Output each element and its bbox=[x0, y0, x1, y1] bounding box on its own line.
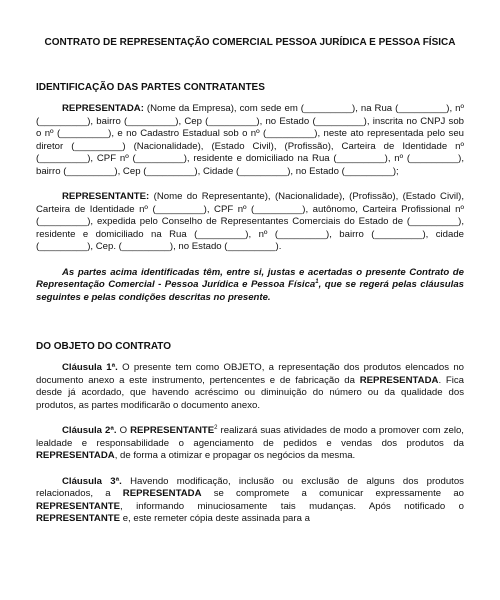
footnote-marker-1: 1 bbox=[315, 278, 319, 285]
clause-3-bold-1: REPRESENTADA bbox=[122, 488, 202, 499]
closing-text-2: , que se regerá pelas cláusulas seguintes e pelas condições descritas no presente. bbox=[36, 279, 464, 303]
clause-3-text-2: se compromete a comunicar expressamente ao bbox=[201, 488, 464, 499]
clause-3-bold-2: REPRESENTANTE bbox=[36, 500, 121, 512]
paragraph-closing bbox=[36, 267, 464, 305]
clause-3-text-3: , informando minuciosamente tais mudanças. Após notificado o bbox=[120, 500, 464, 512]
closing-text-1: As partes acima identificadas têm, entre si, justas e acertadas o presente Contrato de Representação Comercial - Pessoa Jurídica e Pessoa Física bbox=[36, 266, 464, 290]
clause-2 bbox=[36, 425, 464, 463]
representative-label: REPRESENTANTE: bbox=[62, 191, 150, 202]
clause-2-text-3: , de forma a otimizar e propagar os negócios da mesma. bbox=[114, 450, 356, 461]
clause-2-bold-1: REPRESENTANTE bbox=[130, 425, 215, 436]
clause-1-text-1: O presente tem como OBJETO, a representação dos produtos elencados no documento anexo a este instrumento, pertencentes e de fabricação da bbox=[36, 362, 464, 386]
clause-2-text-2: realizará suas atividades de modo a promover com zelo, lealdade e responsabilidade o agenciamento de pedidos e vendas dos produtos da bbox=[36, 425, 464, 449]
representative-text: (Nome do Representante), (Nacionalidade), (Profissão), (Estado Civil), Carteira de Identidade nº (_________), CPF nº (_________), autônomo, Carteira Profissional nº (_________), expedida pelo Conselho de Representantes Comerciais do Estado de (_________), residente e domiciliado na Rua (_________), nº (_________), bairro (_________), cidade (_________), Cep. (_________), no Estado (_________). bbox=[36, 191, 464, 252]
paragraph-represented bbox=[36, 103, 464, 178]
paragraph-representative bbox=[36, 191, 464, 254]
clause-3 bbox=[36, 476, 464, 526]
clause-2-bold-2: REPRESENTADA bbox=[36, 450, 115, 461]
clause-3-text-4: e, este remeter cópia deste assinada para a bbox=[120, 513, 310, 524]
represented-text: (Nome da Empresa), com sede em (_________), na Rua (_________), nº (_________), bairro (_________), Cep (_________), no Estado (_________), inscrita no CNPJ sob o nº (_________), e no Cadastro Estadual sob o nº (_________), neste ato representada pelo seu diretor (_________) (Nacionalidade), (Estado Civil), (Profissão), Carteira de Identidade nº (_________), CPF nº (_________), residente e domiciliado na Rua (_________), nº (_________), bairro (_________), Cep (_________), Cidade (_________), no Estado (_________); bbox=[36, 103, 464, 177]
clause-3-label: Cláusula 3ª. bbox=[62, 475, 122, 487]
clause-1-label: Cláusula 1ª. bbox=[62, 362, 118, 373]
section-heading-parties: IDENTIFICAÇÃO DAS PARTES CONTRATANTES bbox=[36, 82, 265, 93]
clause-1 bbox=[36, 362, 464, 412]
footnote-marker-2: 2 bbox=[214, 424, 218, 431]
clause-2-text-1: O bbox=[116, 425, 131, 436]
clause-1-bold-1: REPRESENTADA bbox=[359, 374, 439, 386]
represented-label: REPRESENTADA: bbox=[62, 103, 144, 114]
document-title: CONTRATO DE REPRESENTAÇÃO COMERCIAL PESSOA JURÍDICA E PESSOA FÍSICA bbox=[44, 37, 456, 48]
clause-3-bold-3: REPRESENTANTE bbox=[36, 513, 121, 524]
clause-1-text-2: . Fica desde já acordado, que havendo acréscimo ou diminuição do número ou da qualidade dos produtos, as partes modificarão o documento anexo. bbox=[36, 374, 464, 411]
clause-2-label: Cláusula 2ª. bbox=[62, 425, 117, 436]
clause-3-text-1: Havendo modificação, inclusão ou exclusão de alguns dos produtos relacionados, a bbox=[36, 475, 464, 499]
section-heading-object: DO OBJETO DO CONTRATO bbox=[36, 341, 172, 352]
